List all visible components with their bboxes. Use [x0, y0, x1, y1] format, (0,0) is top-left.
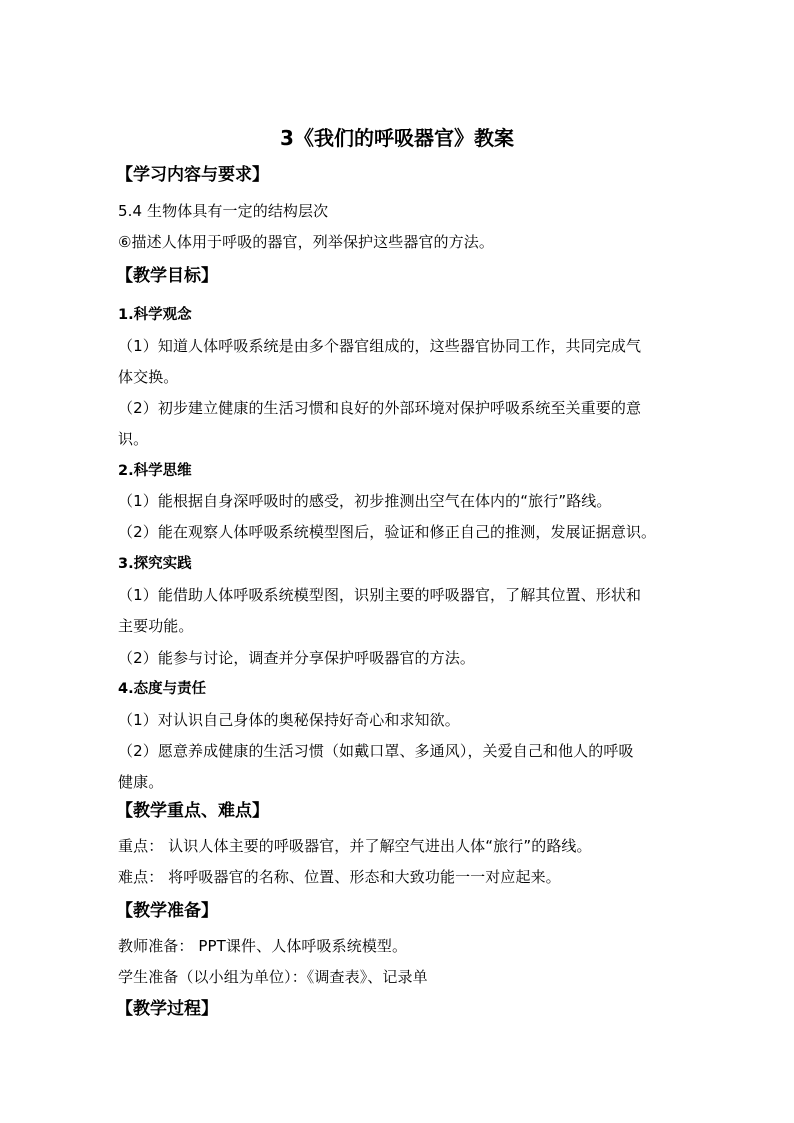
section-heading-key-difficult-points: 【教学重点、难点】 — [116, 801, 269, 821]
goal-line: （2）能在观察人体呼吸系统模型图后，验证和修正自己的推测，发展证据意识。 — [118, 523, 657, 541]
goal-subheading: 3.探究实践 — [118, 556, 192, 572]
goal-line: 主要功能。 — [118, 617, 194, 635]
goal-line: 识。 — [118, 430, 149, 448]
content-line: ⑥描述人体用于呼吸的器官，列举保护这些器官的方法。 — [118, 233, 494, 251]
document-title: 3《我们的呼吸器官》教案 — [280, 126, 514, 150]
teacher-preparation-line: 教师准备： PPT课件、人体呼吸系统模型。 — [118, 937, 408, 955]
goal-subheading: 4.态度与责任 — [118, 681, 207, 697]
goal-line: （1）知道人体呼吸系统是由多个器官组成的，这些器官协同工作，共同完成气 — [118, 337, 642, 355]
goal-line: （1）对认识自己身体的奥秘保持好奇心和求知欲。 — [118, 711, 460, 729]
difficult-point-line: 难点： 将呼吸器官的名称、位置、形态和大致功能一一对应起来。 — [118, 868, 561, 886]
key-point-line: 重点： 认识人体主要的呼吸器官，并了解空气进出人体“旅行”的路线。 — [118, 837, 592, 855]
goal-subheading: 2.科学思维 — [118, 463, 192, 479]
goal-subheading: 1.科学观念 — [118, 307, 192, 323]
section-heading-content-requirements: 【学习内容与要求】 — [116, 165, 269, 185]
section-heading-teaching-process: 【教学过程】 — [116, 999, 218, 1019]
section-heading-teaching-goals: 【教学目标】 — [116, 266, 218, 286]
goal-line: （1）能根据自身深呼吸时的感受，初步推测出空气在体内的“旅行”路线。 — [118, 492, 612, 510]
goal-line: （2）能参与讨论，调查并分享保护呼吸器官的方法。 — [118, 649, 475, 667]
goal-line: （2）初步建立健康的生活习惯和良好的外部环境对保护呼吸系统至关重要的意 — [118, 399, 642, 417]
goal-line: 体交换。 — [118, 368, 179, 386]
goal-line: 健康。 — [118, 773, 164, 791]
content-line: 5.4 生物体具有一定的结构层次 — [118, 202, 329, 220]
goal-line: （1）能借助人体呼吸系统模型图，识别主要的呼吸器官，了解其位置、形状和 — [118, 586, 642, 604]
section-heading-preparation: 【教学准备】 — [116, 901, 218, 921]
student-preparation-line: 学生准备（以小组为单位）：《调查表》、记录单 — [118, 968, 428, 986]
goal-line: （2）愿意养成健康的生活习惯（如戴口罩、多通风），关爱自己和他人的呼吸 — [118, 742, 634, 760]
